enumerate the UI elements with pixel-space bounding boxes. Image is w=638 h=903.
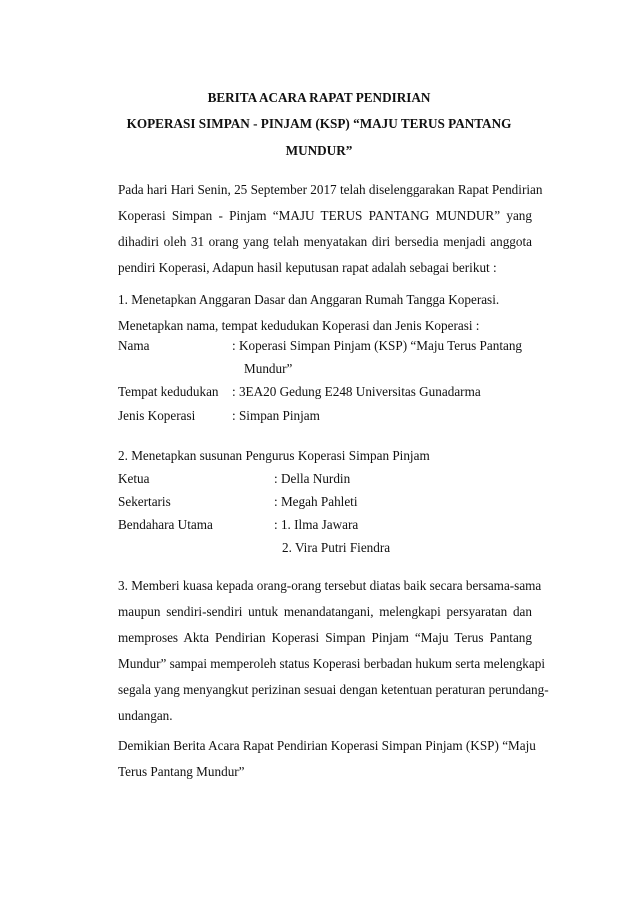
section-1-heading: 1. Menetapkan Anggaran Dasar dan Anggaran Rumah Tangga Koperasi. bbox=[118, 292, 500, 307]
field-sekretaris-label: Sekertaris bbox=[118, 494, 171, 509]
intro-line: dihadiri oleh 31 orang yang telah menyatakan diri bersedia menjadi anggota bbox=[118, 234, 532, 249]
field-sekretaris-value: : Megah Pahleti bbox=[274, 494, 358, 509]
closing-line: Demikian Berita Acara Rapat Pendirian Koperasi Simpan Pinjam (KSP) “Maju bbox=[118, 738, 536, 753]
closing-line: Terus Pantang Mundur” bbox=[118, 764, 245, 779]
section-3-line: undangan. bbox=[118, 708, 173, 723]
section-3-line: memproses Akta Pendirian Koperasi Simpan Pinjam “Maju Terus Pantang bbox=[118, 630, 532, 645]
field-nama-label: Nama bbox=[118, 338, 150, 353]
intro-line: Koperasi Simpan - Pinjam “MAJU TERUS PANTANG MUNDUR” yang bbox=[118, 208, 532, 223]
section-3-line: segala yang menyangkut perizinan sesuai dengan ketentuan peraturan perundang- bbox=[118, 682, 549, 697]
field-nama-value: : Koperasi Simpan Pinjam (KSP) “Maju Terus Pantang bbox=[232, 338, 523, 353]
intro-paragraph bbox=[118, 177, 543, 281]
section-1 bbox=[118, 287, 532, 339]
intro-line: pendiri Koperasi, Adapun hasil keputusan rapat adalah sebagai berikut : bbox=[118, 260, 497, 275]
section-3-line: maupun sendiri-sendiri untuk menandatangani, melengkapi persyaratan dan bbox=[118, 604, 532, 619]
field-jenis-label: Jenis Koperasi bbox=[118, 408, 196, 423]
field-tempat-value: : 3EA20 Gedung E248 Universitas Gunadarma bbox=[232, 384, 481, 399]
document-title-line-2: KOPERASI SIMPAN - PINJAM (KSP) “MAJU TERUS PANTANG bbox=[126, 116, 512, 131]
section-1-subheading: Menetapkan nama, tempat kedudukan Koperasi dan Jenis Koperasi : bbox=[118, 318, 480, 333]
field-bendahara-value-1: : 1. Ilma Jawara bbox=[274, 517, 359, 532]
field-bendahara-label: Bendahara Utama bbox=[118, 517, 213, 532]
field-ketua-value: : Della Nurdin bbox=[274, 471, 351, 486]
closing-paragraph bbox=[118, 733, 536, 785]
field-tempat-label: Tempat kedudukan bbox=[118, 384, 219, 399]
intro-line: Pada hari Hari Senin, 25 September 2017 telah diselenggarakan Rapat Pendirian bbox=[118, 182, 543, 197]
field-jenis-value: : Simpan Pinjam bbox=[232, 408, 320, 423]
field-ketua-label: Ketua bbox=[118, 471, 150, 486]
document-title-line-1: BERITA ACARA RAPAT PENDIRIAN bbox=[207, 90, 431, 105]
section-3-line: Mundur” sampai memperoleh status Koperasi berbadan hukum serta melengkapi bbox=[118, 656, 546, 671]
document-title-line-3: MUNDUR” bbox=[285, 143, 353, 158]
field-bendahara-value-2: 2. Vira Putri Fiendra bbox=[282, 540, 391, 555]
section-2-heading-text: 2. Menetapkan susunan Pengurus Koperasi Simpan Pinjam bbox=[118, 448, 430, 463]
section-3-line: 3. Memberi kuasa kepada orang-orang tersebut diatas baik secara bersama-sama bbox=[118, 578, 542, 593]
field-nama-value-cont: Mundur” bbox=[244, 361, 293, 376]
section-3 bbox=[118, 573, 549, 729]
